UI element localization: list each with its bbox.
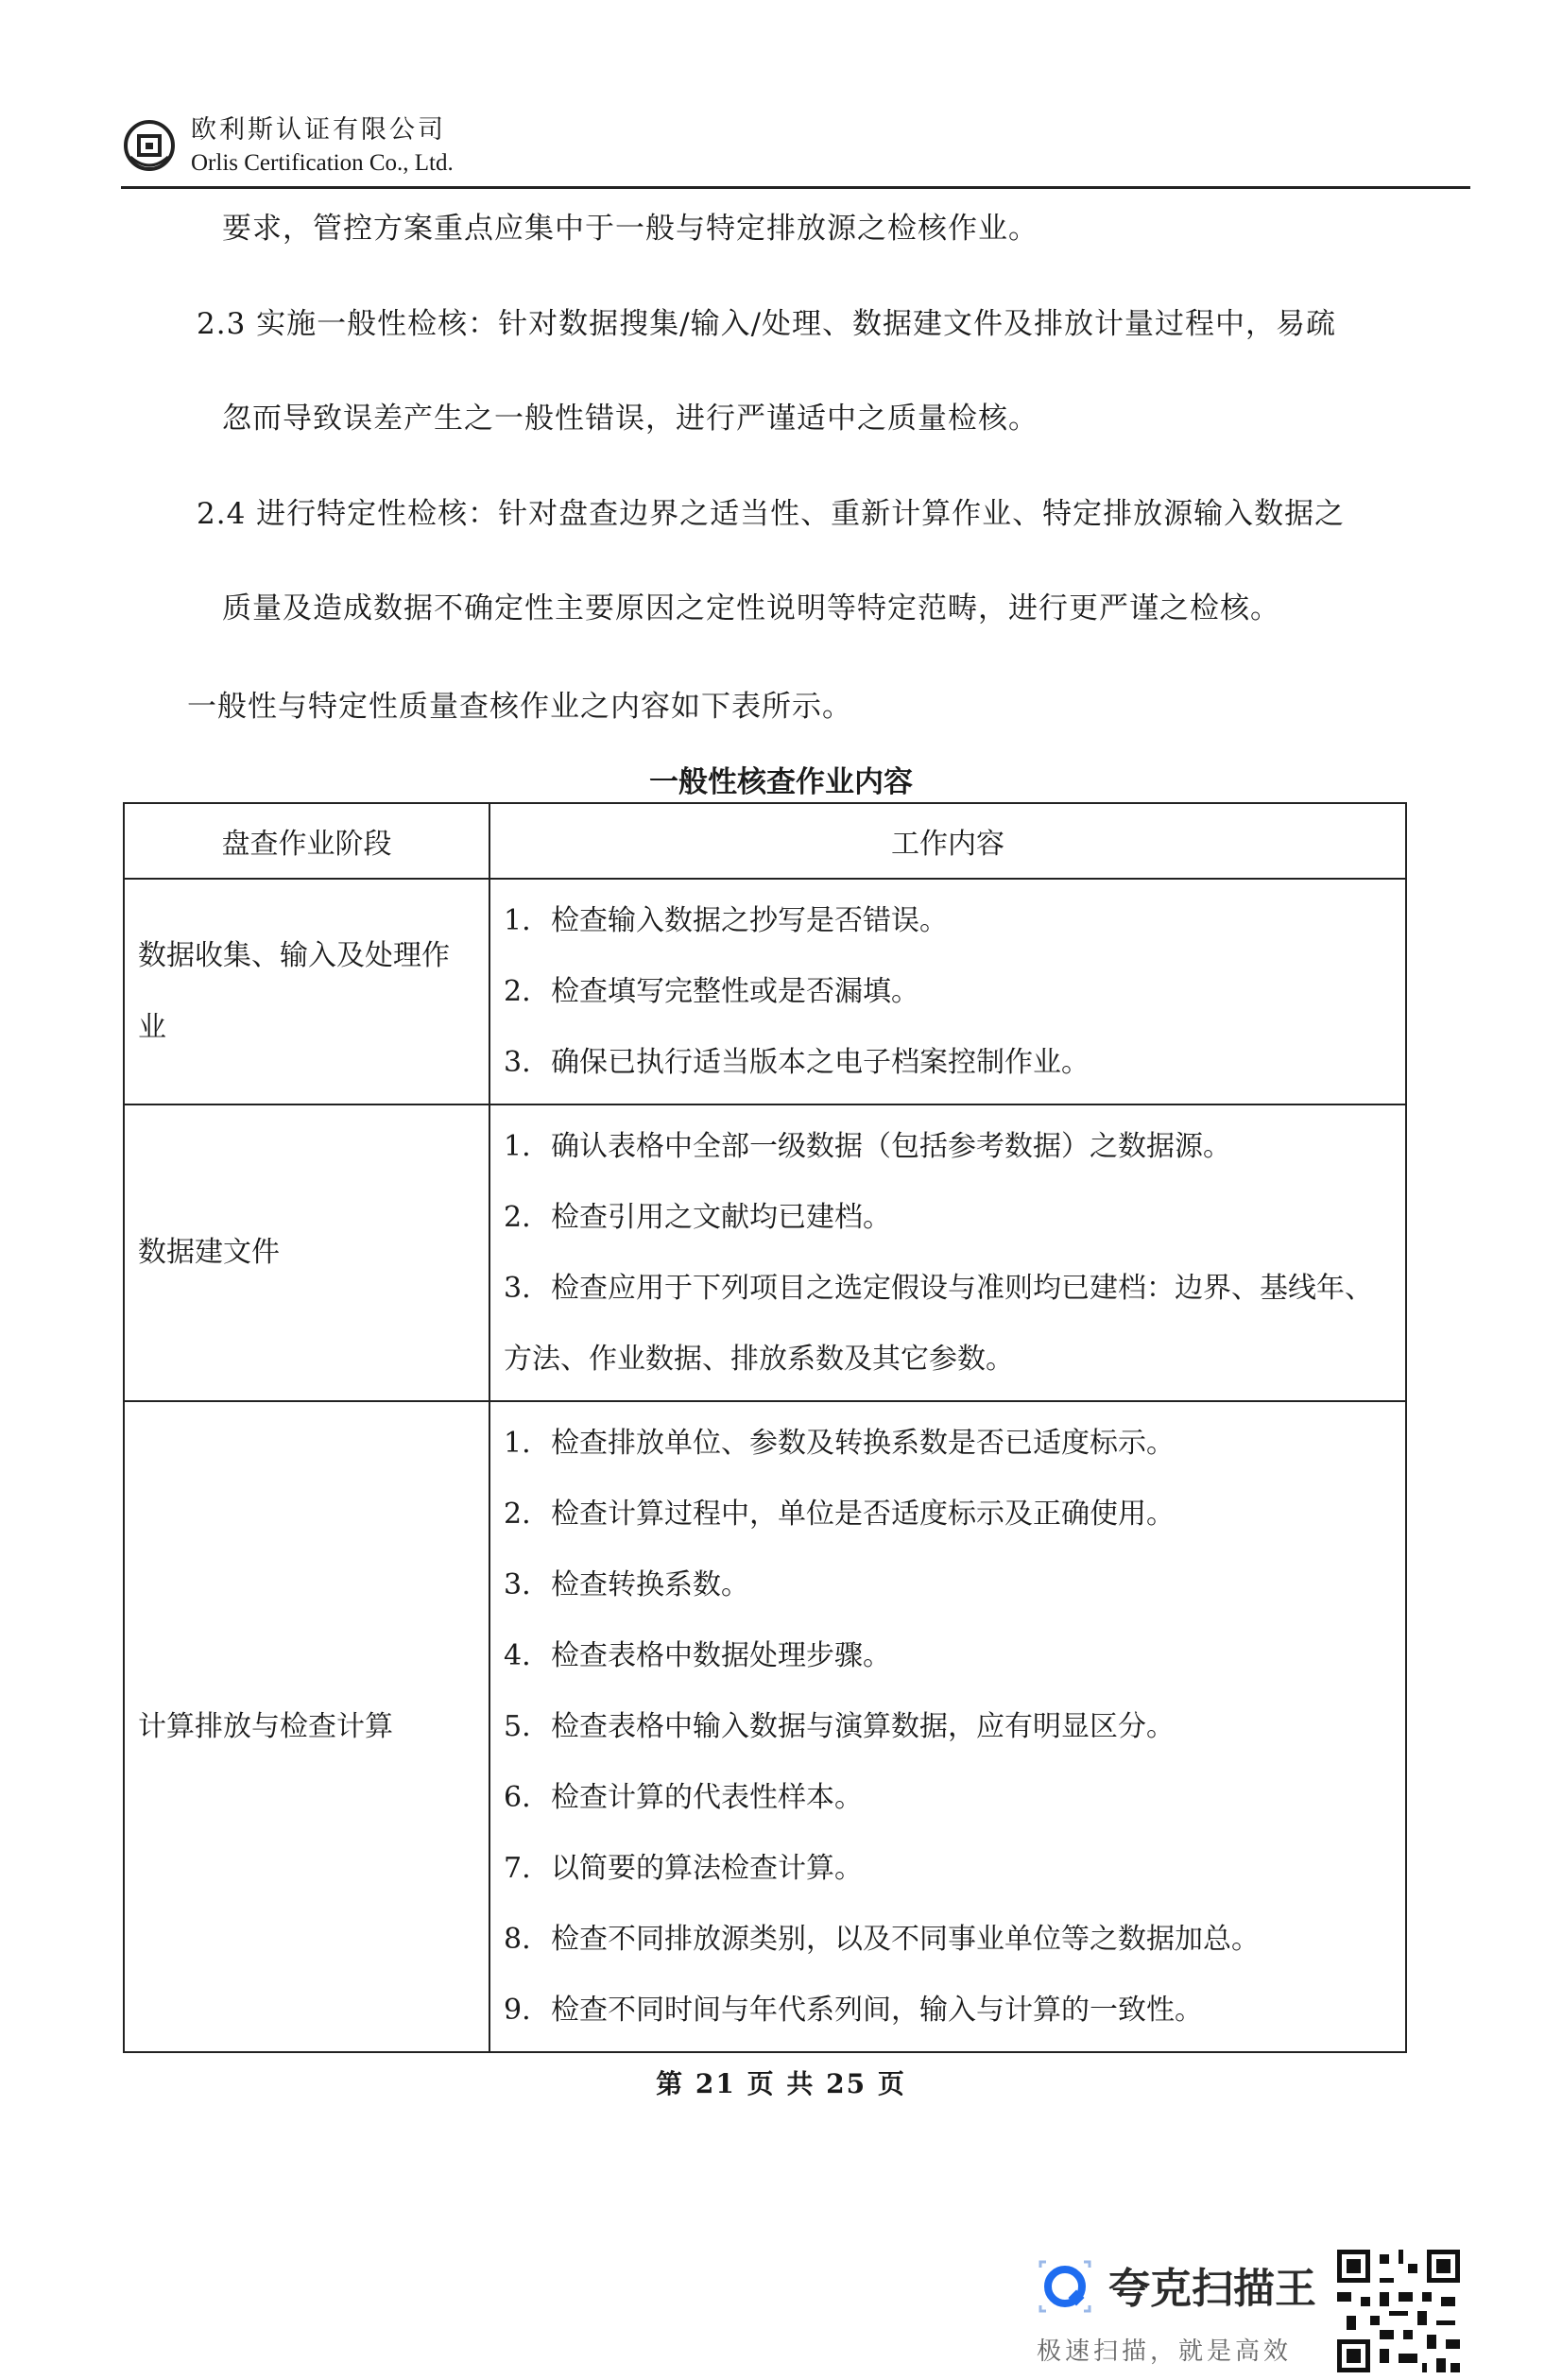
list-item: 6. 检查计算的代表性样本。 (504, 1781, 863, 1814)
table-row (124, 1104, 1406, 1401)
list-item: 2. 检查计算过程中，单位是否适度标示及正确使用。 (504, 1498, 1175, 1531)
list-item: 3. 检查应用于下列项目之选定假设与准则均已建档：边界、基线年、方法、作业数据、排放系数及其它参数。 (504, 1272, 1373, 1376)
company-logo-icon (123, 119, 176, 172)
table-title: 一般性核查作业内容 (649, 765, 913, 799)
column-header-content: 工作内容 (489, 803, 1406, 879)
section-2-4-line1: 2.4 进行特定性检核：针对盘查边界之适当性、重新计算作业、特定排放源输入数据之 (197, 497, 1346, 531)
stage-cell: 数据收集、输入及处理作业 (124, 879, 489, 1104)
scanner-watermark (1035, 2245, 1479, 2377)
letterhead (123, 111, 1469, 187)
list-item: 4. 检查表格中数据处理步骤。 (504, 1639, 891, 1672)
list-item: 8. 检查不同排放源类别，以及不同事业单位等之数据加总。 (504, 1923, 1260, 1956)
list-item: 1. 检查排放单位、参数及转换系数是否已适度标示。 (504, 1427, 1175, 1460)
list-item: 2. 检查填写完整性或是否漏填。 (504, 975, 919, 1008)
section-2-3-line2: 忽而导致误差产生之一般性错误，进行严谨适中之质量检核。 (222, 402, 1038, 436)
list-item: 2. 检查引用之文献均已建档。 (504, 1201, 891, 1234)
content-cell (489, 879, 1406, 1104)
section-2-4-line2: 质量及造成数据不确定性主要原因之定性说明等特定范畴，进行更严谨之检核。 (222, 591, 1280, 625)
table-header-row (124, 803, 1406, 879)
company-name-cn: 欧利斯认证有限公司 (191, 115, 446, 145)
scanner-slogan: 极速扫描，就是高效 (1037, 2337, 1293, 2366)
list-item: 3. 确保已执行适当版本之电子档案控制作业。 (504, 1046, 1090, 1079)
body-line-requirement: 要求，管控方案重点应集中于一般与特定排放源之检核作业。 (222, 212, 1038, 246)
qc-table (123, 802, 1407, 2053)
page-number: 第 21 页 共 25 页 (656, 2068, 906, 2099)
scanner-app-logo-icon (1035, 2256, 1095, 2317)
section-2-3-line1: 2.3 实施一般性检核：针对数据搜集/输入/处理、数据建文件及排放计量过程中，易疏 (197, 307, 1337, 341)
header-divider (121, 186, 1470, 189)
content-cell (489, 1401, 1406, 2052)
scanner-brand: 夸克扫描王 (1108, 2265, 1316, 2313)
table-row (124, 879, 1406, 1104)
stage-cell: 计算排放与检查计算 (124, 1401, 489, 2052)
content-cell (489, 1104, 1406, 1401)
table-row (124, 1401, 1406, 2052)
list-item: 9. 检查不同时间与年代系列间，输入与计算的一致性。 (504, 1994, 1203, 2027)
qr-code-icon (1332, 2245, 1465, 2377)
list-item: 1. 检查输入数据之抄写是否错误。 (504, 904, 948, 937)
table-intro: 一般性与特定性质量查核作业之内容如下表所示。 (187, 690, 852, 724)
stage-cell: 数据建文件 (124, 1104, 489, 1401)
list-item: 5. 检查表格中输入数据与演算数据，应有明显区分。 (504, 1710, 1175, 1743)
list-item: 1. 确认表格中全部一级数据（包括参考数据）之数据源。 (504, 1130, 1231, 1163)
list-item: 3. 检查转换系数。 (504, 1568, 749, 1601)
column-header-stage: 盘查作业阶段 (124, 803, 489, 879)
list-item: 7. 以简要的算法检查计算。 (504, 1852, 863, 1885)
company-name-en: Orlis Certification Co., Ltd. (191, 150, 454, 176)
